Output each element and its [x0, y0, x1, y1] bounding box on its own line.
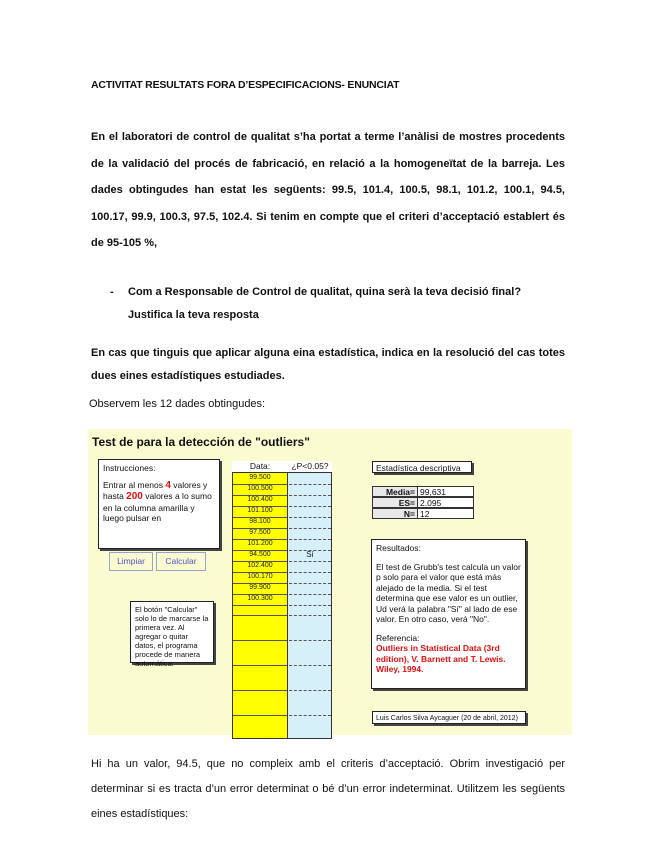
grid-line — [233, 665, 287, 666]
grid-line — [289, 640, 331, 641]
observation-text: Observem les 12 dades obtingudes: — [89, 398, 266, 410]
p-cell — [289, 528, 331, 540]
p-cell — [289, 572, 331, 584]
p-column-header: ¿P<0.05? — [288, 461, 332, 473]
stat-value: 99,631 — [418, 486, 474, 497]
data-cell[interactable]: 101.200 — [233, 539, 287, 551]
data-cell[interactable]: 97.500 — [233, 528, 287, 540]
stat-label: Media= — [372, 486, 418, 497]
spreadsheet-title: Test de para la detección de "outliers" — [92, 435, 310, 449]
author-footer: Luis Carlos Silva Aycaguer (20 de abril, 2012) — [372, 711, 526, 724]
instructions-heading: Instrucciones: — [103, 463, 156, 473]
reference-text: Outliers in Statistical Data (3rd edition), V. Barnett and T. Lewis. Wiley, 1994. — [376, 643, 506, 674]
grid-line — [289, 690, 331, 691]
data-cell[interactable]: 99.900 — [233, 583, 287, 595]
data-cell[interactable]: 99.500 — [233, 473, 287, 485]
stat-value: 2.095 — [418, 497, 474, 508]
data-cell[interactable]: 100.500 — [233, 484, 287, 496]
calculate-button[interactable]: Calcular — [156, 552, 206, 571]
instructions-text — [103, 480, 215, 524]
data-column-header: Data: — [232, 461, 288, 473]
document-title: ACTIVITAT RESULTATS FORA D’ESPECIFICACIONS- ENUNCIAT — [91, 79, 400, 91]
note-box: El botón "Calcular" solo lo de marcarse la primera vez. Al agregar o quitar datos, el programa procede de manera automática. — [130, 601, 214, 663]
grid-line — [289, 665, 331, 666]
data-cell[interactable]: 101.100 — [233, 506, 287, 518]
results-text: El test de Grubb's test calcula un valor p solo para el valor que está más alejado de la media. Si el test determina que ese valor es un outlier, Ud verá la palabra "Sí" al lado de ese valor. En otro caso, verá "No". — [376, 561, 521, 624]
clear-button[interactable]: Limpiar — [109, 552, 153, 571]
p-cell — [289, 561, 331, 573]
stat-row-mean — [372, 486, 474, 497]
grid-line — [233, 690, 287, 691]
instructions-min: 4 — [165, 479, 171, 491]
p-cell — [289, 517, 331, 529]
results-heading: Resultados: — [376, 543, 421, 553]
grid-line — [233, 615, 287, 616]
reference-heading: Referencia: — [376, 632, 420, 643]
p-cell — [289, 484, 331, 496]
stat-label: N= — [372, 508, 418, 519]
stat-row-se — [372, 497, 474, 508]
grid-line — [233, 640, 287, 641]
instructions-box — [98, 459, 220, 549]
p-cell — [289, 473, 331, 485]
p-cell — [289, 495, 331, 507]
data-cell[interactable]: 100.170 — [233, 572, 287, 584]
data-cell[interactable]: 94.500 — [233, 550, 287, 562]
instructions-part-3: valores a lo sumo en la columna amarilla y luego pulsar en — [103, 491, 212, 523]
data-cell[interactable]: 100.300 — [233, 594, 287, 606]
p-cell — [289, 506, 331, 518]
conclusion-paragraph: Hi ha un valor, 94.5, que no compleix amb el criteris d’acceptació. Obrim investigació per determinar si es tracta d’un error determinat o bé d’un error indeterminat. Utilitzem les següents eines estadístiques: — [91, 758, 565, 820]
grid-line — [289, 715, 331, 716]
instructions-part-1: Entrar al menos — [103, 479, 166, 490]
stat-row-n — [372, 508, 474, 519]
grid-line — [233, 715, 287, 716]
problem-statement: En el laboratori de control de qualitat s’ha portat a terme l’anàlisi de mostres procedents de la validació del procés de fabricació, en relació a la homogeneïtat de la barreja. Les dades obtingudes han estat les següents: 99.5, 101.4, 100.5, 98.1, 101.2, 100.1, 94.5, 100.17, 99.9, 100.3, 97.5, 102.4. Si tenim en compte que el criteri d’acceptació establert és de 95-105 %, — [91, 131, 565, 249]
stat-value: 12 — [418, 508, 474, 519]
question-line-2: Justifica la teva resposta — [128, 309, 259, 321]
data-cell[interactable]: 100.400 — [233, 495, 287, 507]
instructions-part-2: valores y hasta — [103, 479, 208, 501]
outlier-test-spreadsheet — [88, 429, 572, 735]
p-cell — [289, 539, 331, 551]
results-box — [371, 539, 526, 689]
question-line-1: Com a Responsable de Control de qualitat, quina serà la teva decisió final? — [128, 286, 522, 298]
instructions-paragraph: En cas que tinguis que aplicar alguna eina estadística, indica en la resolució del cas totes dues eines estadístiques estudiades. — [91, 347, 565, 382]
grid-line — [289, 615, 331, 616]
stat-label: ES= — [372, 497, 418, 508]
outlier-flag-cell: Sí — [289, 550, 331, 562]
p-cell — [289, 583, 331, 595]
stats-title: Estadística descriptiva — [372, 461, 472, 473]
data-cell[interactable]: 98.100 — [233, 517, 287, 529]
instructions-max: 200 — [126, 491, 143, 502]
p-cell — [289, 594, 331, 606]
bullet-marker: - — [110, 286, 114, 298]
data-cell[interactable]: 102.400 — [233, 561, 287, 573]
